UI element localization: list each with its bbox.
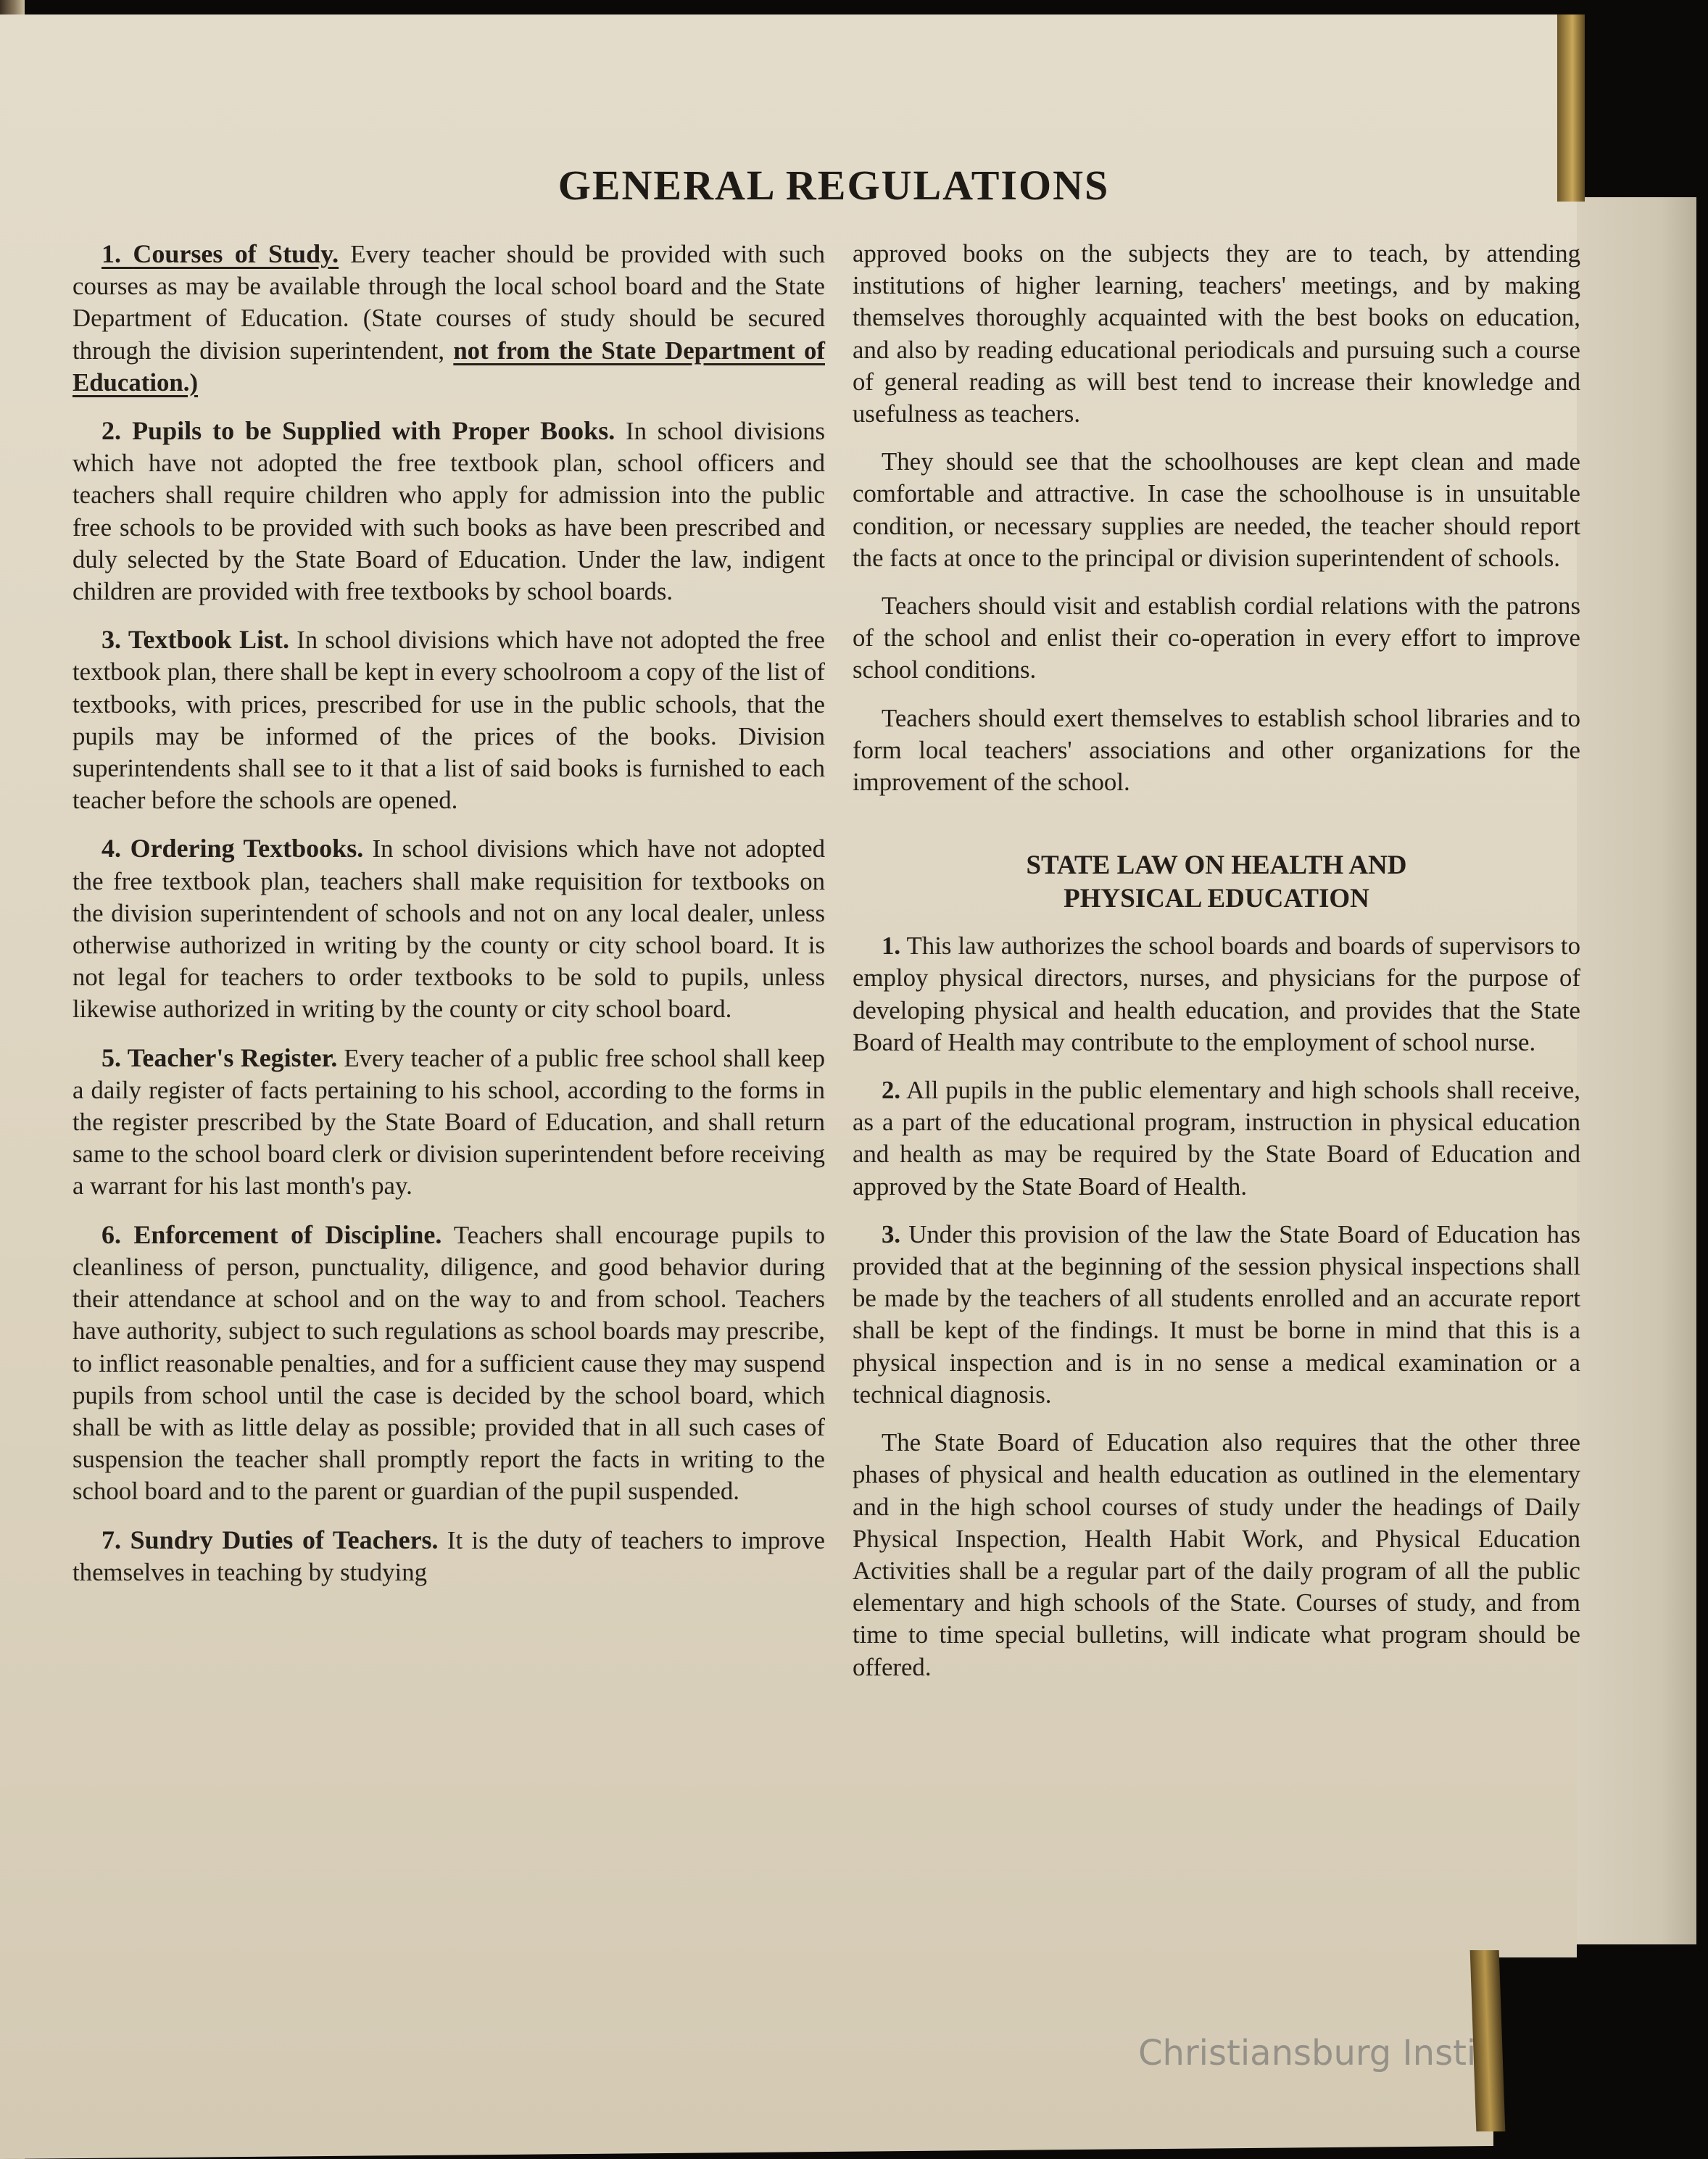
regulation-7	[72, 1524, 825, 1588]
regulation-text: In school divisions which have not adopted the free textbook plan, there shall be kept in every schoolroom a copy of the list of textbooks, with prices, prescribed for use in the public schools, that the pupils may be informed of the prices of the books. Division superintendents shall see to it that a list of said books is furnished to each teacher before the schools are opened.	[72, 626, 825, 815]
regulation-text: In school divisions which have not adopted the free textbook plan, teachers shall make requisition for textbooks on the division superintendent of schools and not on any local dealer, unless otherwise authorized in writing by the county or city school board. It is not legal for teachers to order textbooks to be sold to pupils, unless likewise authorized in writing by the county or city school board.	[72, 834, 825, 1024]
regulation-heading: Courses of Study.	[133, 239, 339, 268]
regulation-num: 2.	[101, 416, 121, 446]
regulation-text: Every teacher of a public free school shall keep a daily register of facts pertaining to his school, according to the forms in the register prescribed by the State Board of Education, and shall return same to the school board clerk or division superintendent before receiving a warrant for his last month's pay.	[72, 1043, 825, 1201]
page-title: GENERAL REGULATIONS	[557, 162, 1110, 209]
regulation-num: 7.	[101, 1525, 121, 1554]
regulation-heading: Ordering Textbooks.	[130, 834, 364, 863]
regulation-num: 3.	[101, 625, 121, 655]
right-column	[853, 238, 1580, 1699]
closing-paragraph: The State Board of Education also requires that the other three phases of physical and health education as outlined in the elementary and in the high school courses of study under the headings of Daily Physical Inspection, Health Habit Work, and Physical Education Activities shall be a regular part of the daily program of all the public elementary and high schools of the State. Courses of study, and from time to time special bulletins, will indicate what program should be offered.	[853, 1428, 1580, 1681]
section-subheading: STATE LAW ON HEALTH AND PHYSICAL EDUCATION	[1026, 850, 1407, 914]
archive-watermark: Christiansburg Insti	[1138, 2033, 1477, 2073]
regulation-text: Teachers shall encourage pupils to cleanliness of person, punctuality, diligence, and good behavior during their attendance at school and on the way to and from school. Teachers have authority, subject to such regulations as school boards may prescribe, to inflict reasonable penalties, and for a sufficient cause they may suspend pupils from school until the case is decided by the school board, which shall be with as little delay as possible; provided that in all such cases of suspension the teacher shall promptly report the facts in writing to the school board and to the parent or guardian of the pupil suspended.	[72, 1220, 825, 1506]
regulation-6	[72, 1219, 825, 1508]
law-item-text: This law authorizes the school boards and boards of supervisors to employ physical directors, nurses, and physicians for the purpose of developing physical and health education, and provides that the State Board of Health may contribute to the employment of school nurse.	[853, 932, 1580, 1056]
law-item-3	[853, 1219, 1580, 1411]
regulation-5	[72, 1042, 825, 1203]
regulation-num: 6.	[101, 1219, 121, 1249]
law-item-1	[853, 930, 1580, 1058]
regulation-num: 5.	[101, 1043, 121, 1072]
duties-paragraph: They should see that the schoolhouses are kept clean and made comfortable and attractive. In case the schoolhouse is in unsuitable condition, or necessary supplies are needed, the teacher should report the facts at once to the principal or division superintendent of schools.	[853, 447, 1580, 572]
regulation-text: It is the duty of teachers to improve themselves in teaching by studying	[72, 1525, 825, 1586]
regulation-emphasis: not from the State Department of Education.)	[72, 336, 825, 397]
regulation-heading: Teacher's Register.	[127, 1043, 338, 1072]
duties-paragraph: approved books on the subjects they are to teach, by attending institutions of higher learning, teachers' meetings, and by making themselves thoroughly acquainted with the best books on education, and also by reading educational periodicals and pursuing such a course of general reading as will best tend to increase their knowledge and usefulness as teachers.	[853, 239, 1580, 428]
regulation-heading: Sundry Duties of Teachers.	[130, 1525, 439, 1554]
regulation-heading: Enforcement of Discipline.	[133, 1219, 442, 1249]
duties-paragraph: Teachers should exert themselves to establish school libraries and to form local teachers' associations and other organizations for the improvement of the school.	[853, 703, 1580, 797]
regulation-heading: Textbook List.	[128, 625, 290, 655]
duties-paragraph: Teachers should visit and establish cordial relations with the patrons of the school and enlist their co-operation in every effort to improve school conditions.	[853, 592, 1580, 684]
regulation-heading: Pupils to be Supplied with Proper Books.	[132, 416, 615, 446]
regulation-num: 4.	[101, 834, 121, 863]
regulation-text: Every teacher should be provided with such courses as may be available through the local school board and the State Department of Education. (State courses of study should be secured through the division superintendent,	[72, 240, 826, 365]
left-column	[72, 238, 825, 1604]
regulation-2	[72, 415, 825, 608]
law-item-num: 1.	[882, 932, 901, 961]
law-item-text: All pupils in the public elementary and high schools shall receive, as a part of the educational program, instruction in physical education and health as may be required by the State Board of Education and approved by the State Board of Health.	[853, 1076, 1580, 1201]
law-item-num: 2.	[882, 1076, 901, 1105]
regulation-4	[72, 832, 825, 1025]
regulation-text: In school divisions which have not adopted the free textbook plan, school officers and teachers shall require children who apply for admission into the public free schools to be provided with such books as have been prescribed and duly selected by the State Board of Education. Under the law, indigent children are provided with free textbooks by school boards.	[72, 417, 826, 606]
page-edge	[1577, 197, 1696, 1944]
law-item-text: Under this provision of the law the State Board of Education has provided that at the beginning of the session physical inspections shall be made by the teachers of all students enrolled and an accurate report shall be kept of the findings. It must be borne in mind that this is a physical inspection and is in no sense a medical examination or a technical diagnosis.	[853, 1219, 1580, 1409]
regulation-num: 1.	[101, 239, 121, 268]
law-item-2	[853, 1074, 1580, 1203]
law-item-num: 3.	[882, 1219, 901, 1248]
regulation-3	[72, 623, 825, 816]
regulation-1	[72, 238, 825, 399]
